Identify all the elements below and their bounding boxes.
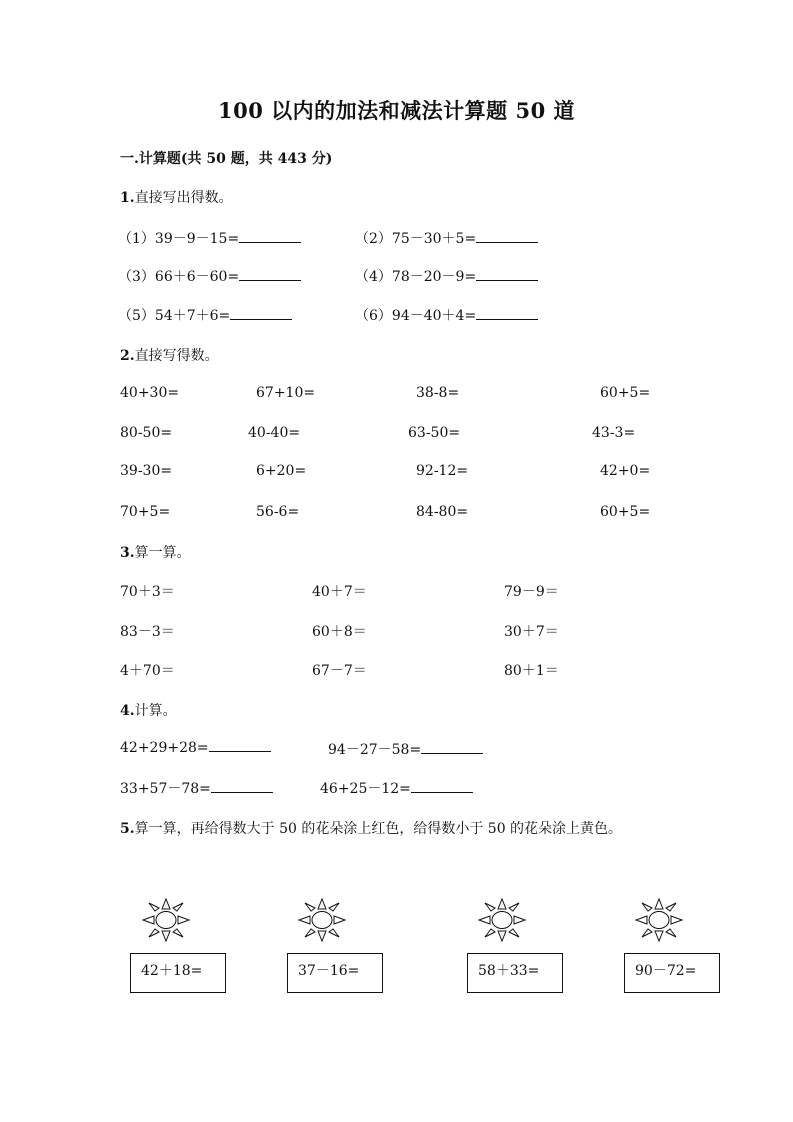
q2-item: 80-50= xyxy=(120,425,173,441)
sun-flower-icon[interactable] xyxy=(476,896,528,944)
q1-item-6: （6）94－40＋4= xyxy=(355,305,538,325)
flower-expression-box: 58＋33= xyxy=(467,953,563,993)
q2-item: 84-80= xyxy=(416,504,469,520)
q4-item-2: 94－27－58= xyxy=(328,739,483,759)
q2-item: 63-50= xyxy=(408,425,461,441)
q2-item: 38-8= xyxy=(416,385,460,401)
answer-blank[interactable] xyxy=(239,230,301,243)
question-2-prompt: 直接写得数。 xyxy=(134,348,219,364)
question-3-heading xyxy=(120,542,191,562)
q3-item: 4＋70＝ xyxy=(120,663,175,679)
q4-item-3: 33+57－78= xyxy=(120,778,273,798)
question-4-number: 4. xyxy=(120,703,135,719)
q2-item: 39-30= xyxy=(120,463,173,479)
q2-item: 40-40= xyxy=(248,425,301,441)
question-5-number: 5. xyxy=(120,821,135,837)
question-3-prompt: 算一算。 xyxy=(134,545,191,561)
answer-blank[interactable] xyxy=(230,307,292,320)
question-2-number: 2. xyxy=(120,348,135,364)
question-5-prompt: 算一算，再给得数大于 50 的花朵涂上红色，给得数小于 50 的花朵涂上黄色。 xyxy=(134,821,623,837)
answer-blank[interactable] xyxy=(239,268,301,281)
q2-item: 43-3= xyxy=(592,425,636,441)
answer-blank[interactable] xyxy=(476,268,538,281)
answer-blank[interactable] xyxy=(476,230,538,243)
flower-expression-box: 90－72= xyxy=(624,953,720,993)
q3-item: 70＋3＝ xyxy=(120,584,175,600)
q2-item: 6+20= xyxy=(256,463,307,479)
q3-item: 60＋8＝ xyxy=(312,624,367,640)
sun-flower-icon[interactable] xyxy=(633,896,685,944)
question-5-heading xyxy=(120,818,622,838)
question-1-number: 1. xyxy=(120,190,135,206)
question-4-heading xyxy=(120,700,177,720)
question-3-number: 3. xyxy=(120,545,135,561)
q1-item-5: （5）54＋7＋6= xyxy=(118,305,292,325)
q3-item: 30＋7＝ xyxy=(504,624,559,640)
q2-item: 70+5= xyxy=(120,504,171,520)
q1-item-4: （4）78－20－9= xyxy=(355,266,538,286)
answer-blank[interactable] xyxy=(421,741,483,754)
sun-flower-icon[interactable] xyxy=(140,896,192,944)
q4-item-4: 46+25－12= xyxy=(320,778,473,798)
q2-item: 60+5= xyxy=(600,385,651,401)
q2-item: 42+0= xyxy=(600,463,651,479)
page-title: 100 以内的加法和减法计算题 50 道 xyxy=(218,98,575,123)
question-1-prompt: 直接写出得数。 xyxy=(134,190,233,206)
answer-blank[interactable] xyxy=(476,307,538,320)
q1-item-1: （1）39－9－15= xyxy=(118,228,301,248)
q4-item-1: 42+29+28= xyxy=(120,739,271,756)
sun-flower-icon[interactable] xyxy=(296,896,348,944)
q2-item: 40+30= xyxy=(120,385,180,401)
q2-item: 56-6= xyxy=(256,504,300,520)
question-2-heading xyxy=(120,345,219,365)
q3-item: 40＋7＝ xyxy=(312,584,367,600)
answer-blank[interactable] xyxy=(209,739,271,752)
question-1-heading xyxy=(120,187,233,207)
flower-expression-box: 37－16= xyxy=(287,953,383,993)
q2-item: 67+10= xyxy=(256,385,316,401)
answer-blank[interactable] xyxy=(411,780,473,793)
answer-blank[interactable] xyxy=(211,780,273,793)
question-4-prompt: 计算。 xyxy=(134,703,177,719)
q3-item: 80＋1＝ xyxy=(504,663,559,679)
q1-item-2: （2）75－30＋5= xyxy=(355,228,538,248)
q3-item: 83－3＝ xyxy=(120,624,175,640)
q2-item: 92-12= xyxy=(416,463,469,479)
section-heading: 一.计算题(共 50 题，共 443 分) xyxy=(120,151,333,167)
q3-item: 79－9＝ xyxy=(504,584,559,600)
q3-item: 67－7＝ xyxy=(312,663,367,679)
q1-item-3: （3）66＋6－60= xyxy=(118,266,301,286)
flower-expression-box: 42＋18= xyxy=(130,953,226,993)
q2-item: 60+5= xyxy=(600,504,651,520)
